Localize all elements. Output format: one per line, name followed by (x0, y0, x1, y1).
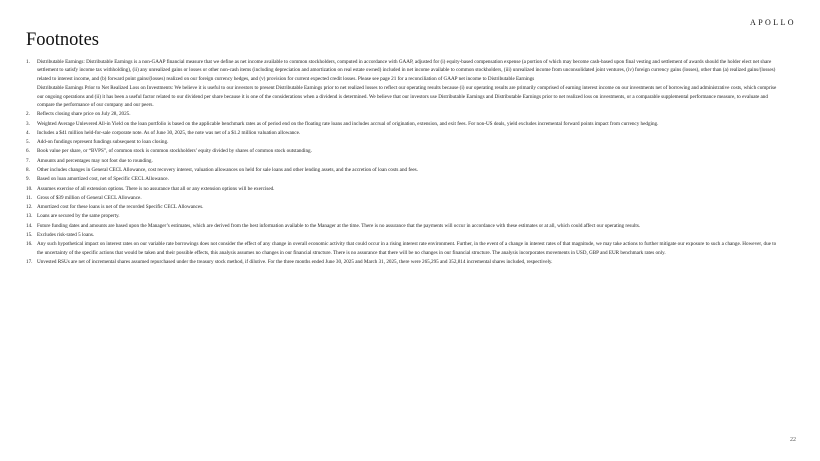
footnote-number: 12. (26, 204, 33, 211)
footnote-number: 5. (26, 139, 30, 146)
footnote-number: 2. (26, 111, 30, 118)
footnote-number: 3. (26, 120, 30, 127)
footnote-text: Book value per share, or “BVPS”, of common stock is common stockholders’ equity divided by shares of common stock outstanding. (37, 148, 312, 155)
footnote-text: Amounts and percentages may not foot due to rounding. (37, 157, 153, 164)
footnote-number: 10. (26, 185, 33, 192)
footnote-item (26, 185, 780, 193)
footnote-text: Reflects closing share price on July 28, 2025. (37, 111, 131, 118)
footnote-item (26, 84, 780, 109)
footnote-item (26, 138, 780, 146)
footnote-number: 1. (26, 59, 30, 65)
footnote-text: Excludes risk-rated 5 loans. (37, 232, 95, 239)
footnote-item (26, 231, 780, 239)
footnote-text: Loans are secured by the same property. (37, 213, 120, 220)
page-number: 22 (790, 437, 796, 443)
footnote-item (26, 166, 780, 174)
footnote-item (26, 110, 780, 118)
footnote-item (26, 212, 780, 220)
footnote-item (26, 222, 780, 230)
footnote-text: Future funding dates and amounts are based upon the Manager’s estimates, which are derived from the best information available to the Manager at the time. There is no assurance that the payments will occur in accordance with these estimates or at all, which could affect our operating results. (37, 222, 641, 229)
footnote-text: Amortized cost for these loans is net of the recorded Specific CECL Allowances. (37, 204, 204, 211)
footnote-number: 9. (26, 176, 30, 183)
footnote-item (26, 157, 780, 165)
footnote-number: 17. (26, 259, 33, 266)
footnote-text: Includes a $41 million held-for-sale corporate note. As of June 30, 2025, the note was net of a $1.2 million valuation allowance. (37, 129, 301, 136)
footnote-text: Distributable Earnings Prior to Net Realized Loss on Investments: We believe it is useful to our investors to present Distributable Earnings prior to net realized losses to reflect our operating results because (i) our operating results are primarily comprised of earning interest income on our investments net of borrowing and administrative costs, which comprise our ongoing operations and (ii) it has been a useful factor related to our dividend per share because it is one of the considerations when a dividend is determined. We believe that our investors use Distributable Earnings and Distributable Earnings prior to net realized loss on investments, or a comparable supplemental performance measure, to evaluate and compare the performance of our company and our peers. (37, 85, 777, 108)
footnote-number: 6. (26, 148, 30, 155)
footnote-item (26, 240, 780, 257)
footnote-number: 15. (26, 232, 33, 239)
footnote-item (26, 175, 780, 183)
apollo-logo: APOLLO (750, 18, 796, 27)
footnote-item (26, 147, 780, 155)
footnote-text: Unvested RSUs are net of incremental shares assumed repurchased under the treasury stock method, if dilutive. For the three months ended June 30, 2025 and March 31, 2025, there were 265,295 and 352,814 incremental shares included, respectively. (37, 259, 553, 266)
footnote-item (26, 203, 780, 211)
footnote-text: Assumes exercise of all extension options. There is no assurance that all or any extension options will be exercised. (37, 185, 275, 192)
footnote-number: 11. (26, 194, 33, 201)
footnote-number: 8. (26, 167, 30, 173)
footnote-item (26, 194, 780, 202)
footnote-text: Based on loan amortized cost, net of Specific CECL Allowance. (37, 176, 169, 183)
footnote-text: Gross of $39 million of General CECL Allowance. (37, 194, 142, 201)
footnote-item (26, 120, 780, 128)
footnote-number: 13. (26, 213, 33, 220)
footnote-text: Weighted Average Unlevered All-in Yield on the loan portfolio is based on the applicable benchmark rates as of period end on the floating rate loans and includes accrual of origination, extension, and exit fees. For non-US deals, yield excludes incremental forward points impact from currency hedging. (37, 120, 659, 127)
footnotes-list (26, 58, 780, 267)
footnote-text: Other includes changes in General CECL Allowance, cost recovery interest, valuation allowances on held for sale loans and other lending assets, and the accretion of loan costs and fees. (37, 167, 418, 173)
footnote-number: 16. (26, 241, 33, 248)
footnote-item (26, 58, 780, 83)
footnote-item (26, 258, 780, 266)
footnote-number: 14. (26, 222, 33, 229)
footnote-number: 7. (26, 157, 30, 164)
footnote-text: Distributable Earnings: Distributable Earnings is a non-GAAP financial measure that we define as net income available to common stockholders, computed in accordance with GAAP, adjusted for (i) equity-based compensation expense (a portion of which may become cash-based upon final vesting and settlement of awards should the holder elect net share settlement to satisfy income tax withholding), (ii) any unrealized gains or losses or other non-cash items (including depreciation and amortization on real estate owned) included in net income available to common stockholders, (iii) unrealized income from unconsolidated joint ventures, (iv) foreign currency gains (losses), other than (a) realized gains/(losses) related to interest income, and (b) forward point gains/(losses) realized on our foreign currency hedges, and (v) provision for current expected credit losses. Please see page 21 for a reconciliation of GAAP net income to Distributable Earnings (37, 59, 776, 82)
footnote-number: 4. (26, 129, 30, 136)
footnote-item (26, 129, 780, 137)
footnote-text: Add-on fundings represent fundings subsequent to loan closing. (37, 139, 169, 146)
footnote-text: Any such hypothetical impact on interest rates on our variable rate borrowings does not consider the effect of any change in overall economic activity that could occur in a rising interest rate environment. Further, in the event of a change in interest rates of that magnitude, we may take actions to further mitigate our exposure to such a change. However, due to the uncertainty of the specific actions that would be taken and their possible effects, this analysis assumes no changes in our financial structure. There is no assurance that there will be no changes in our financial structure. The analysis incorporates movements in USD, GBP and EUR benchmark rates only. (37, 241, 777, 256)
page-title: Footnotes (26, 30, 99, 50)
